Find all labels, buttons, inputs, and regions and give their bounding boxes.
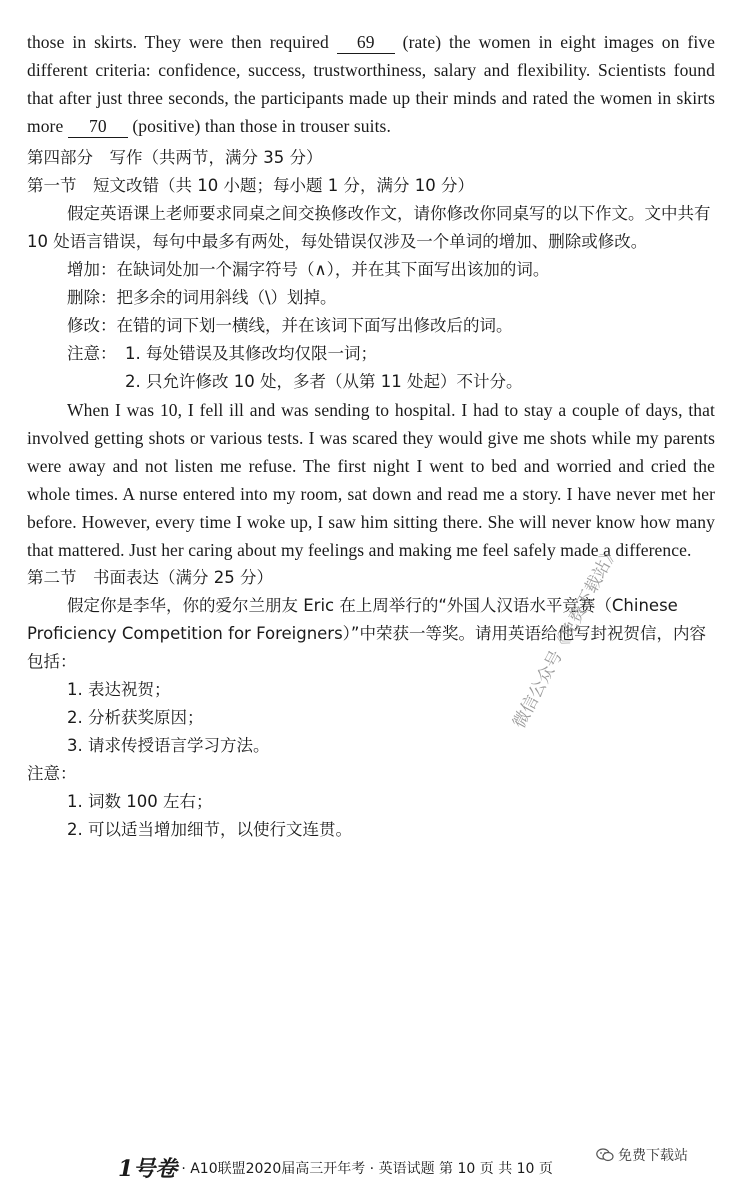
wechat-icon (596, 1148, 614, 1162)
note-1: 1. 每处错误及其修改均仅限一词； (125, 344, 377, 363)
passage-text-3: (positive) than those in trouser suits. (132, 116, 391, 136)
exam-logo: 1号卷 (118, 1156, 178, 1182)
passage-text-2: (rate) the women in eight images on five different criteria: confidence, success, trustworthiness, salary and flexibility. Scientists found that after just three seconds, the participants made up their minds and rated the women in skirts more (27, 32, 716, 136)
notes-item-2: 2. 可以适当增加细节，以使行文连贯。 (67, 820, 352, 839)
content-item-2: 2. 分析获奖原因； (67, 708, 204, 727)
passage-text-1: those in skirts. They were then required (27, 32, 329, 52)
section2-intro: 假定你是李华，你的爱尔兰朋友 Eric 在上周举行的“外国人汉语水平竞赛（Chinese Proficiency Competition for Foreigners）”中荣获一等奖。请用英语给他写封祝贺信，内容包括： (27, 596, 706, 671)
note-row-2 (27, 368, 715, 396)
notes-label: 注意： (27, 764, 77, 783)
rule-add: 增加：在缺词处加一个漏字符号（∧），并在其下面写出该加的词。 (67, 260, 550, 279)
footer-text: · A10联盟2020届高三开年考 · 英语试题 第 10 页 共 10 页 (181, 1160, 553, 1177)
blank-70: 70 (68, 115, 128, 138)
content-item-3: 3. 请求传授语言学习方法。 (67, 736, 270, 755)
notes-item-1: 1. 词数 100 左右； (67, 792, 213, 811)
rule-modify: 修改：在错的词下划一横线，并在该词下面写出修改后的词。 (67, 316, 513, 335)
content-item-1: 1. 表达祝贺； (67, 680, 171, 699)
passage-tail (27, 28, 715, 140)
section1-title: 第一节 短文改错（共 10 小题；每小题 1 分，满分 10 分） (27, 176, 474, 195)
note-row-1 (27, 340, 715, 368)
watermark: 微信公众号《免费下载站》 (509, 542, 623, 732)
blank-69: 69 (337, 31, 395, 54)
wechat-text: 免费下载站 (618, 1148, 688, 1164)
note-label: 注意： (67, 344, 117, 363)
section1-intro: 假定英语课上老师要求同桌之间交换修改作文，请你修改你同桌写的以下作文。文中共有 10 处语言错误，每句中最多有两处，每处错误仅涉及一个单词的增加、删除或修改。 (27, 204, 711, 251)
note-2: 2. 只允许修改 10 处，多者（从第 11 处起）不计分。 (125, 372, 523, 391)
wechat-watermark (596, 1145, 688, 1165)
page-content (27, 28, 715, 844)
section2-title: 第二节 书面表达（满分 25 分） (27, 568, 273, 587)
error-correction-essay: When I was 10, I fell ill and was sending to hospital. I had to stay a couple of days, that involved getting shots or various tests. I was scared they would give me shots while my parents were away and not listen me refuse. The first night I went to bed and worried and cried the whole times. A nurse entered into my room, sat down and read me a story. I have never met her before. However, every time I woke up, I saw him sitting there. She will never know how many that mattered. Just her caring about my feelings and making me feel safely made a difference. (27, 400, 715, 560)
part4-heading: 第四部分 写作（共两节，满分 35 分） (27, 148, 323, 167)
rule-delete: 删除：把多余的词用斜线（\）划掉。 (67, 288, 337, 307)
